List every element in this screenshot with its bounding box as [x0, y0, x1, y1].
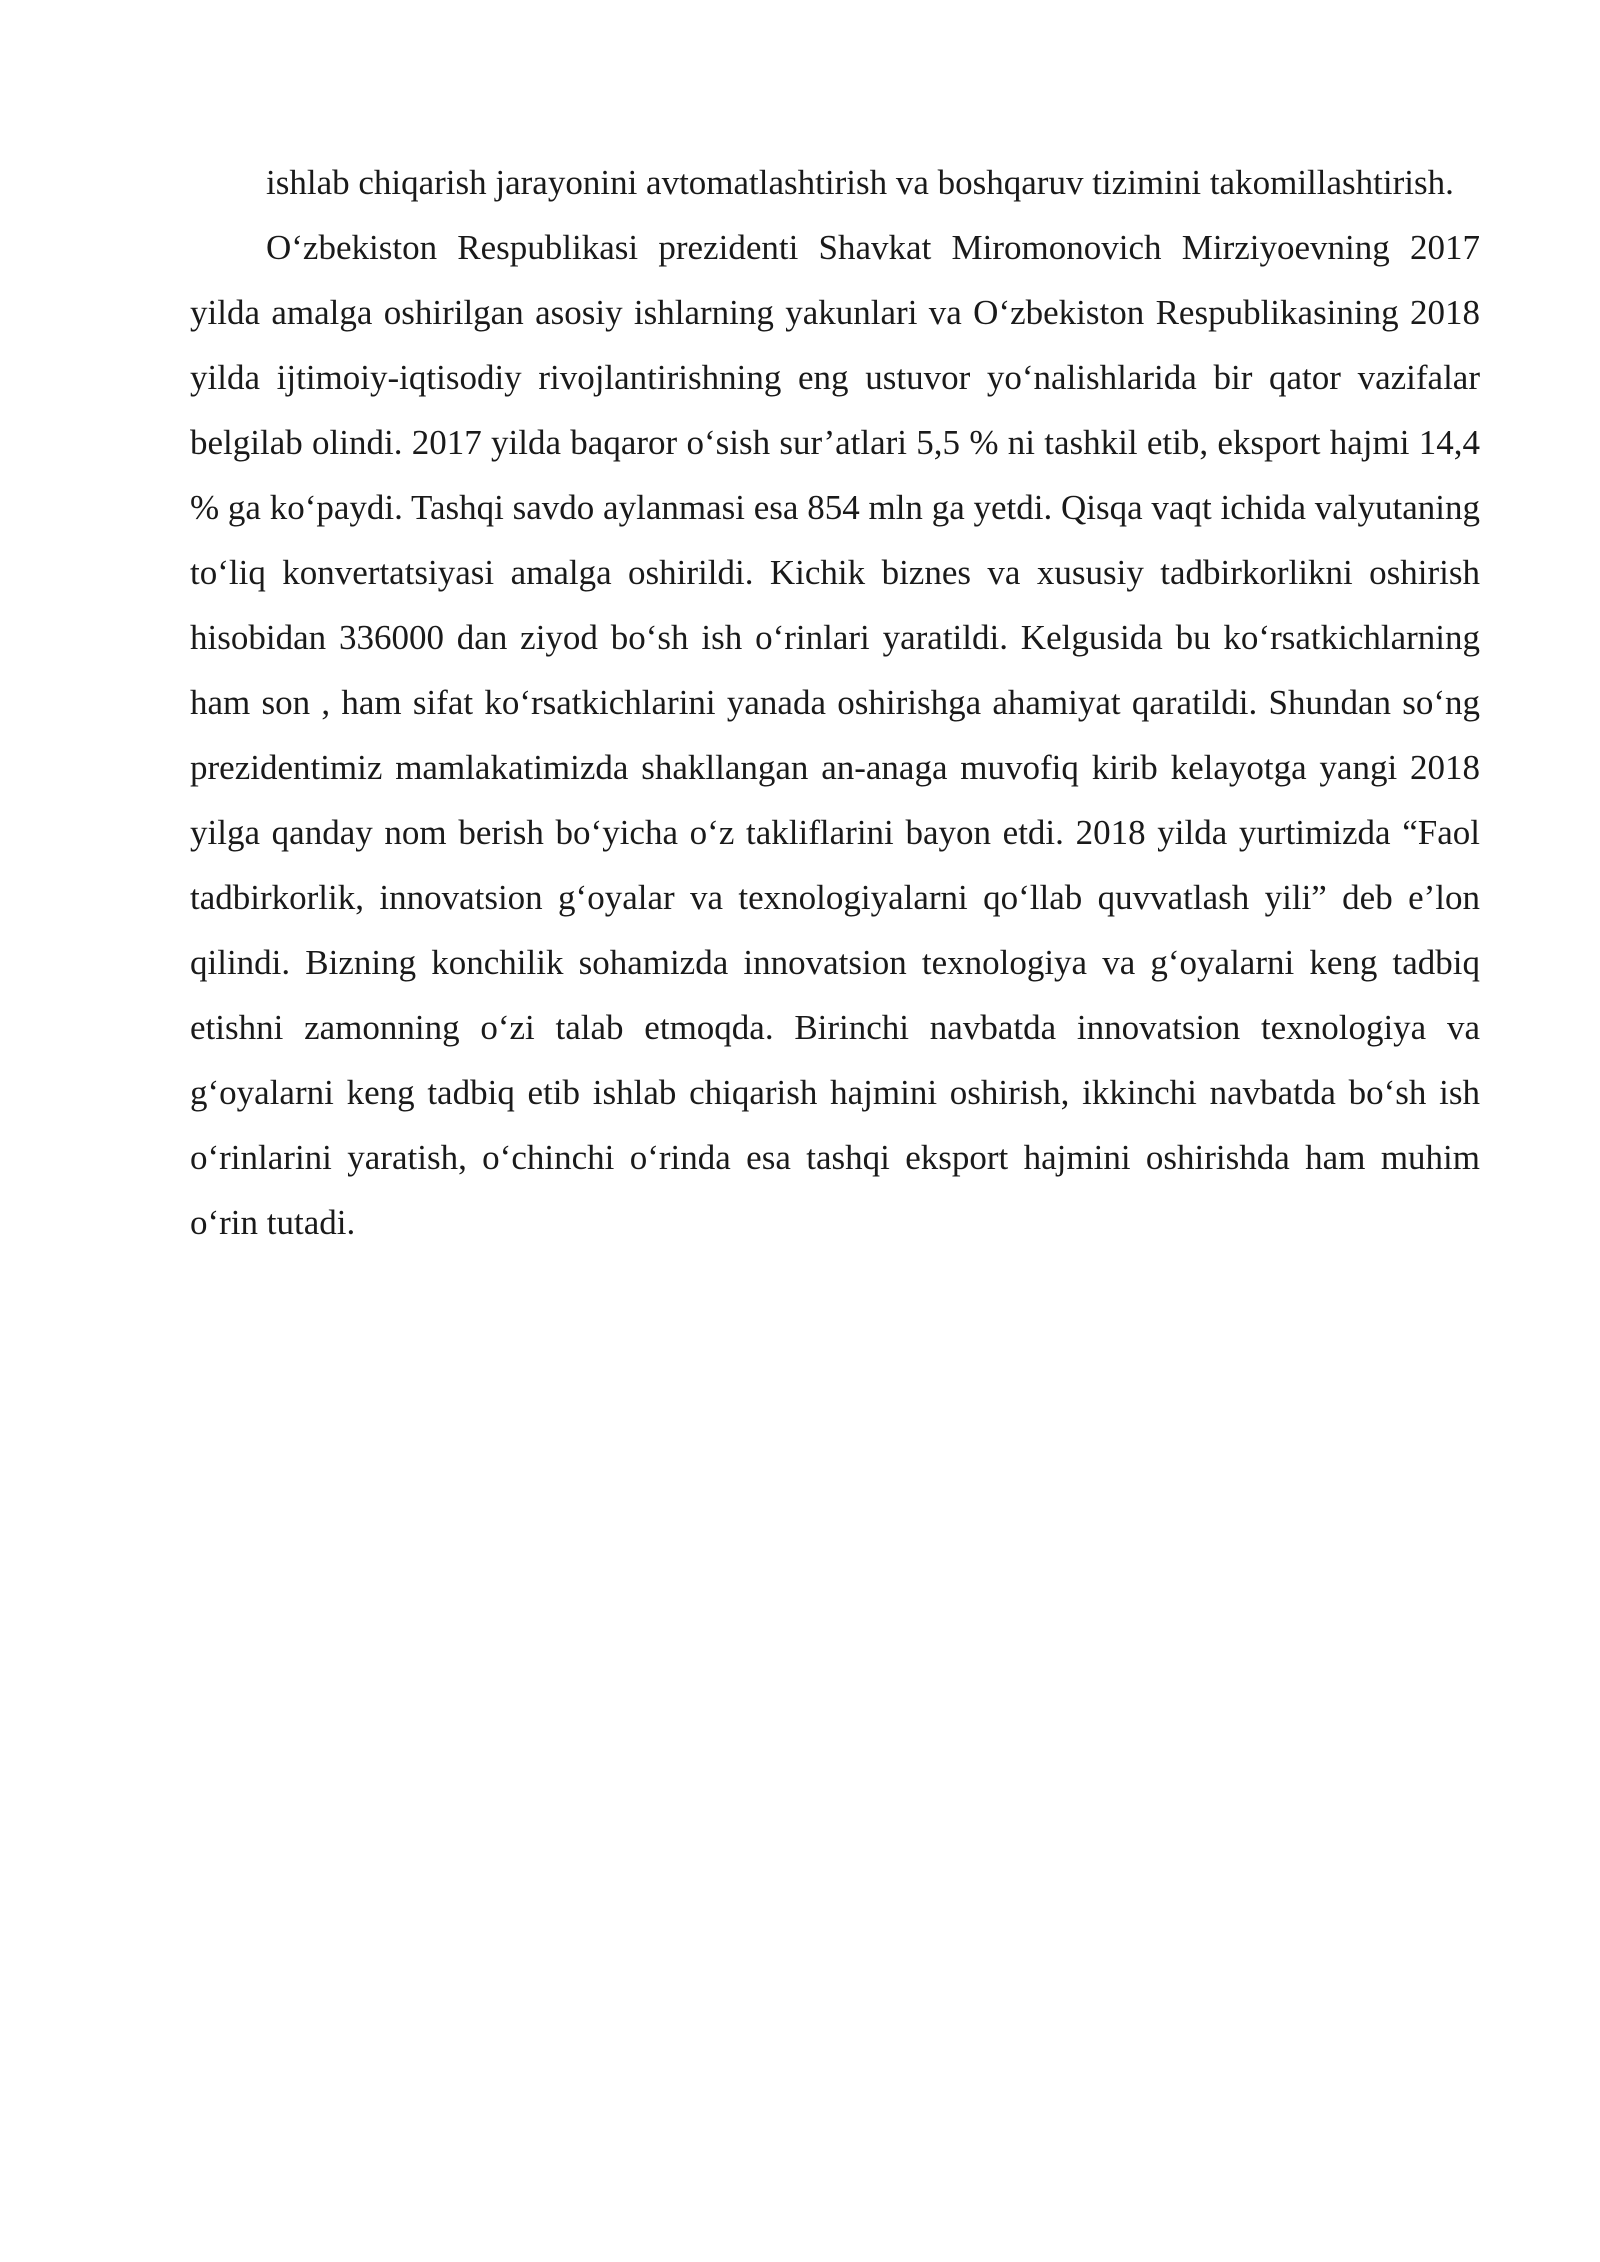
document-body [190, 150, 1480, 1255]
paragraph-1: ishlab chiqarish jarayonini avtomatlashtirish va boshqaruv tizimini takomillashtirish. [266, 163, 1454, 202]
paragraph-2: O‘zbekiston Respublikasi prezidenti Shavkat Miromonovich Mirziyoevning 2017 yilda amalga oshirilgan asosiy ishlarning yakunlari va O‘zbekiston Respublikasining 2018 yilda ijtimoiy-iqtisodiy rivojlantirishning eng ustuvor yo‘nalishlarida bir qator vazifalar belgilab olindi. 2017 yilda baqaror o‘sish sur’atlari 5,5 % ni tashkil etib, eksport hajmi 14,4 % ga ko‘paydi. Tashqi savdo aylanmasi esa 854 mln ga yetdi. Qisqa vaqt ichida valyutaning to‘liq konvertatsiyasi amalga oshirildi. Kichik biznes va xususiy tadbirkorlikni oshirish hisobidan 336000 dan ziyod bo‘sh ish o‘rinlari yaratildi. Kelgusida bu ko‘rsatkichlarning ham son , ham sifat ko‘rsatkichlarini yanada oshirishga ahamiyat qaratildi. Shundan so‘ng prezidentimiz mamlakatimizda shakllangan an-anaga muvofiq kirib kelayotga yangi 2018 yilga qanday nom berish bo‘yicha o‘z takliflarini bayon etdi. 2018 yilda yurtimizda “Faol tadbirkorlik, innovatsion g‘oyalar va texnologiyalarni qo‘llab quvvatlash yili” deb e’lon qilindi. Bizning konchilik sohamizda innovatsion texnologiya va g‘oyalarni keng tadbiq etishni zamonning o‘zi talab etmoqda. Birinchi navbatda innovatsion texnologiya va g‘oyalarni keng tadbiq etib ishlab chiqarish hajmini oshirish, ikkinchi navbatda bo‘sh ish o‘rinlarini yaratish, o‘chinchi o‘rinda esa tashqi eksport hajmini oshirishda ham muhim o‘rin tutadi. [190, 228, 1480, 1242]
